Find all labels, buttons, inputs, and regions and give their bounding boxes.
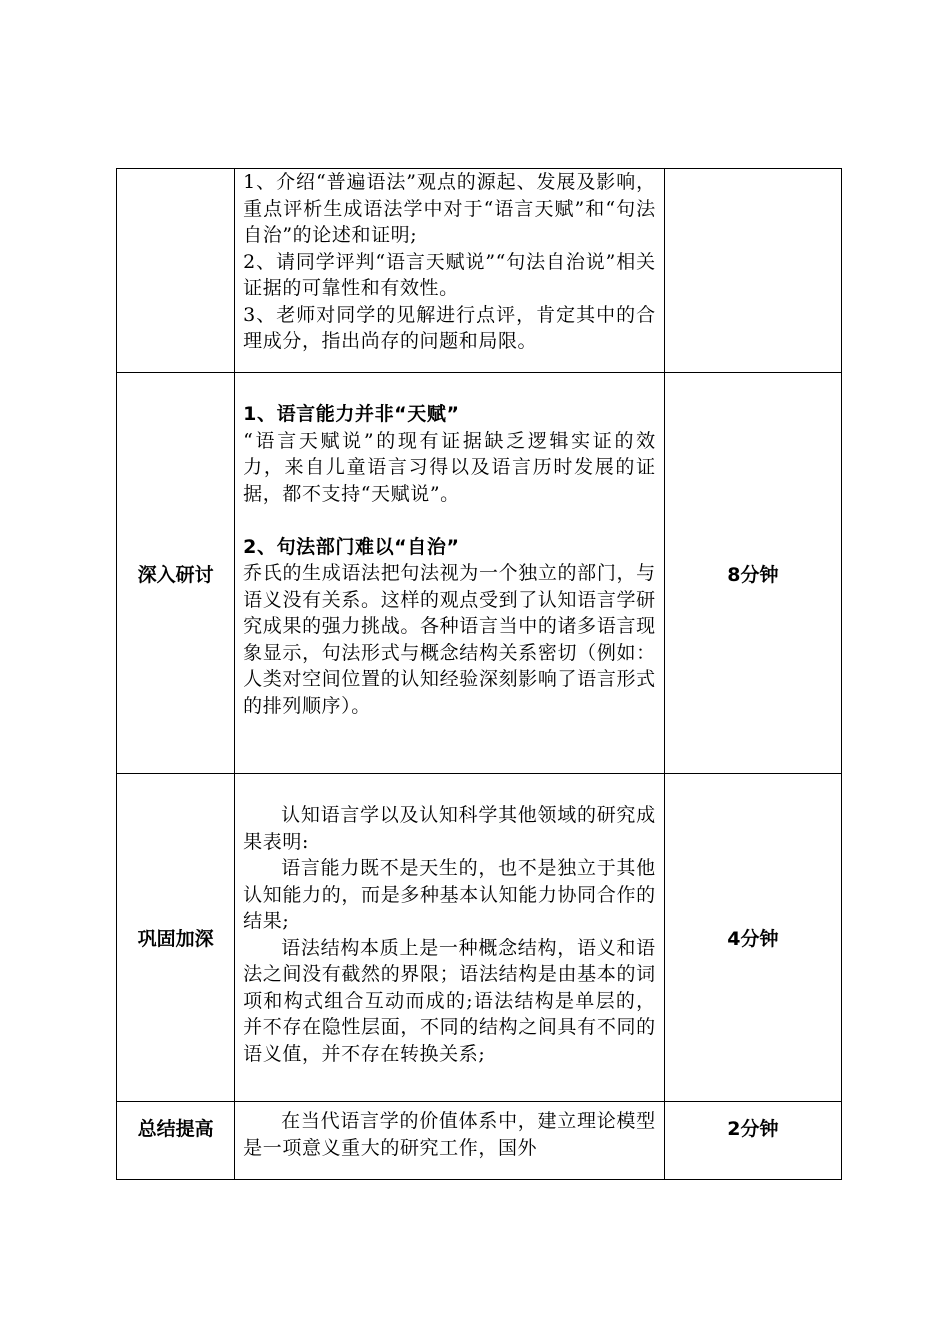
content-paragraph: 语言能力既不是天生的，也不是独立于其他认知能力的，而是多种基本认知能力协同合作的结果; (243, 857, 656, 932)
section-heading: 1、语言能力并非“天赋” (243, 403, 460, 425)
content-cell (235, 774, 665, 1102)
content-paragraph: 乔氏的生成语法把句法视为一个独立的部门，与语义没有关系。这样的观点受到了认知语言学研究成果的强力挑战。各种语言当中的诸多语言现象显示，句法形式与概念结构关系密切（例如：人类对空间位置的认知经验深刻影响了语言形式的排列顺序）。 (243, 562, 656, 717)
content-paragraph: 1、介绍“普遍语法”观点的源起、发展及影响，重点评析生成语法学中对于“语言天赋”和“句法自治”的论述和证明; (243, 171, 656, 246)
content-cell (235, 169, 665, 373)
section-heading: 2、句法部门难以“自治” (243, 535, 460, 558)
content-paragraph: 3、老师对同学的见解进行点评，肯定其中的合理成分，指出尚存的问题和局限。 (243, 303, 656, 352)
table-row (117, 1102, 842, 1180)
content-paragraph: “语言天赋说”的现有证据缺乏逻辑实证的效力，来自儿童语言习得以及语言历时发展的证据，都不支持“天赋说”。 (243, 429, 656, 505)
content-cell (235, 373, 665, 774)
stage-cell: 总结提高 (117, 1102, 235, 1180)
content-paragraph: 语法结构本质上是一种概念结构，语义和语法之间没有截然的界限；语法结构是由基本的词项和构式组合互动而成的;语法结构是单层的，并不存在隐性层面，不同的结构之间具有不同的语义值，并不存在转换关系; (243, 936, 656, 1065)
content-cell (235, 1102, 665, 1180)
stage-cell: 深入研讨 (117, 373, 235, 774)
table-row (117, 774, 842, 1102)
time-cell: 8分钟 (664, 373, 841, 774)
stage-cell (117, 169, 235, 373)
content-paragraph: 认知语言学以及认知科学其他领域的研究成果表明: (243, 804, 656, 853)
time-cell: 2分钟 (664, 1102, 841, 1180)
lesson-plan-table (116, 168, 842, 1180)
table-row (117, 373, 842, 774)
content-paragraph: 2、请同学评判“语言天赋说”“句法自治说”相关证据的可靠性和有效性。 (243, 250, 656, 299)
table-row (117, 169, 842, 373)
time-cell: 4分钟 (664, 774, 841, 1102)
time-cell (664, 169, 841, 373)
stage-cell: 巩固加深 (117, 774, 235, 1102)
content-paragraph: 在当代语言学的价值体系中，建立理论模型是一项意义重大的研究工作，国外 (243, 1110, 656, 1159)
